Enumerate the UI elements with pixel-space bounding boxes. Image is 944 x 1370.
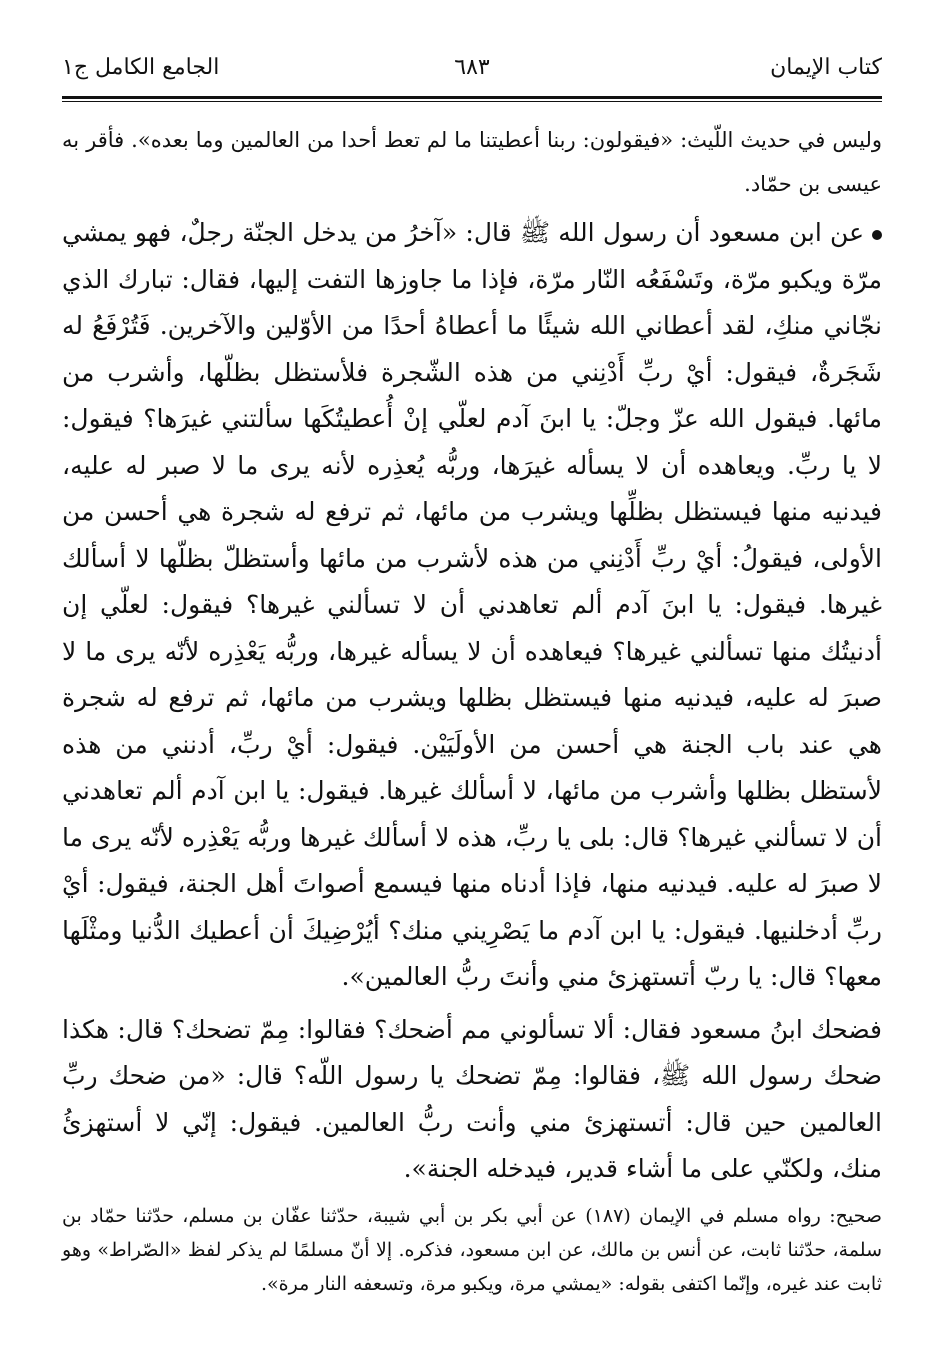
book-title: الجامع الكامل ج١ [62, 55, 220, 80]
header-rule-thick [62, 96, 882, 99]
hadith-paragraph [62, 210, 882, 1001]
closing-paragraph: فضحك ابنُ مسعود فقال: ألا تسألوني مم أضحك؟ فقالوا: مِمّ تضحك؟ قال: هكذا ضحك رسول الله ﷺ، فقالوا: مِمّ تضحك يا رسول اللّه؟ قال: «من ضحك ربِّ العالمين حين قال: أتستهزئ مني وأنت ربُّ العالمين. فيقول: إنّي لا أستهزئُ منك، ولكنّي على ما أشاء قدير، فيدخله الجنة». [62, 1014, 882, 1183]
page-header [62, 55, 882, 95]
page-number: ٦٨٣ [454, 55, 490, 80]
intro-paragraph: وليس في حديث اللّيث: «فيقولون: ربنا أعطيتنا ما لم تعط أحدا من العالمين وما بعده». فأقر به عيسى بن حمّاد. [62, 128, 882, 196]
bullet-icon [872, 230, 882, 240]
footnote: صحيح: رواه مسلم في الإيمان (١٨٧) عن أبي بكر بن أبي شيبة، حدّثنا عفّان بن مسلم، حدّثنا حمّاد بن سلمة، حدّثنا ثابت، عن أنس بن مالك، عن ابن مسعود، فذكره. إلا أنّ مسلمًا لم يذكر لفظ «الصّراط» وهو ثابت عند غيره، وإنّما اكتفى بقوله: «يمشي مرة، ويكبو مرة، وتسعفه النار مرة». [62, 1204, 882, 1295]
page-body [62, 118, 882, 1301]
hadith-text: عن ابن مسعود أن رسول الله ﷺ قال: «آخرُ من يدخل الجنّة رجلٌ، فهو يمشي مرّة ويكبو مرّة، وتَسْفَعُه النّار مرّة، فإذا ما جاوزها التفت إليها، فقال: تبارك الذي نجّاني منكِ، لقد أعطاني الله شيئًا ما أعطاهُ أحدًا من الأوّلين والآخرين. فَتُرْفَعُ له شَجَرةٌ، فيقول: أيْ ربِّ أَدْنِني من هذه الشّجرة فلأستظل بظلّها، وأشرب من مائها. فيقول الله عزّ وجلّ: يا ابنَ آدم لعلّي إنْ أُعطيتُكَها سألتني غيرَها؟ فيقول: لا يا ربِّ. ويعاهده أن لا يسأله غيرَها، وربُّه يُعذِره لأنه يرى ما لا صبر له عليه، فيدنيه منها فيستظل بظلِّها ويشرب من مائها، ثم ترفع له شجرة هي أحسن من الأولى، فيقولُ: أيْ ربِّ أَدْنِني من هذه لأشرب من مائها وأستظلّ بظلّها لا أسألك غيرها. فيقول: يا ابنَ آدم ألم تعاهدني أن لا تسألني غيرها؟ فيقول: لعلّي إن أدنيتُك منها تسألني غيرها؟ فيعاهده أن لا يسأله غيرها، وربُّه يَعْذِره لأنّه يرى ما لا صبرَ له عليه، فيدنيه منها فيستظل بظلها ويشرب من مائها، ثم ترفع له شجرة هي عند باب الجنة هي أحسن من الأولَيَيْن. فيقول: أيْ ربِّ، أدنني من هذه لأستظل بظلها وأشرب من مائها، لا أسألك غيرها. فيقول: يا ابن آدم ألم تعاهدني أن لا تسألني غيرها؟ قال: بلى يا ربِّ، هذه لا أسألك غيرها وربُّه يَعْذِره لأنّه يرى ما لا صبرَ له عليه. فيدنيه منها، فإذا أدناه منها فيسمع أصواتَ أهل الجنة، فيقول: أيْ ربِّ أدخلنيها. فيقول: يا ابن آدم ما يَصْرِيني منك؟ أيُرْضِيكَ أن أعطيك الدُّنيا ومثْلَها معها؟ قال: يا ربّ أتستهزئ مني وأنتَ ربُّ العالمين». [62, 218, 883, 991]
header-rule-thin [62, 101, 882, 102]
chapter-title: كتاب الإيمان [770, 55, 882, 80]
